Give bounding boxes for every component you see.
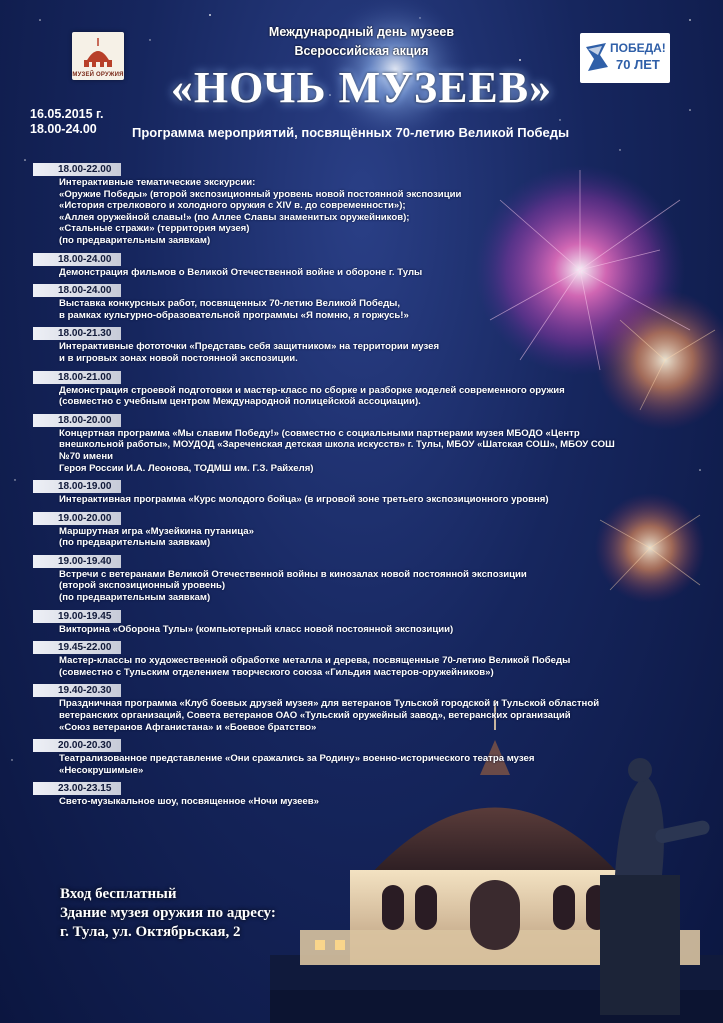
event-description-line: Героя России И.А. Леонова, ТОДМШ им. Г.З. Райхеля) (59, 462, 314, 474)
page-title: «НОЧЬ МУЗЕЕВ» (170, 63, 553, 112)
program-list (33, 163, 663, 814)
event-description-line: (второй экспозиционный уровень) (59, 580, 226, 592)
program-subtitle: Программа мероприятий, посвящённых 70-летию Великой Победы (132, 125, 570, 140)
header-line2: Всероссийская акция (294, 44, 429, 58)
event-description (33, 698, 663, 733)
event-description-line: ветеранских организаций, Совета ветеранов ОАО «Тульский оружейный завод», ветеранских организаций (59, 710, 571, 722)
event-description (33, 624, 663, 636)
address: г. Тула, ул. Октябрьская, 2 (60, 924, 241, 940)
event-description-line: (совместно с учебным центром Международной полицейской ассоциации). (59, 396, 421, 408)
event-description-line: «Несокрушимые» (59, 764, 144, 776)
event-description-line: (совместно с Тульским отделением творческого союза «Гильдия мастеров-оружейников») (59, 666, 494, 678)
event-description-line: Демонстрация строевой подготовки и мастер-класс по сборке и разборке моделей современного оружия (59, 384, 565, 396)
event-date: 16.05.2015 г. (30, 107, 104, 121)
event-description-line: Интерактивная программа «Курс молодого бойца» (в игровой зоне третьего экспозиционного уровня) (59, 494, 549, 506)
time-badge: 18.00-21.00 (33, 371, 121, 384)
event-description-line: Праздничная программа «Клуб боевых друзей музея» для ветеранов Тульской городской и Тульской областной (59, 698, 600, 710)
program-item (33, 782, 663, 808)
event-description-line: «Стальные стражи» (территория музея) (59, 223, 250, 235)
event-description (33, 267, 663, 279)
event-description-line: Мастер-классы по художественной обработке металла и дерева, посвященные 70-летию Великой Победы (59, 655, 571, 667)
event-description-line: Демонстрация фильмов о Великой Отечественной войне и обороне г. Тулы (59, 266, 423, 278)
museum-logo-caption: МУЗЕЙ ОРУЖИЯ (72, 72, 124, 78)
program-item (33, 610, 663, 636)
victory-logo-line2: 70 ЛЕТ (616, 57, 660, 72)
program-item (33, 641, 663, 678)
event-description-line: Концертная программа «Мы славим Победу!» (совместно с социальными партнерами музея МБОДО «Центр (59, 427, 580, 439)
program-item (33, 163, 663, 247)
event-description (33, 494, 663, 506)
event-description-line: в рамках культурно-образовательной программы «Я помню, я горжусь!» (59, 309, 409, 321)
event-description-line: Маршрутная игра «Музейкина путаница» (59, 525, 254, 537)
event-description-line: «Аллея оружейной славы!» (по Аллее Славы знаменитых оружейников); (59, 211, 410, 223)
event-description-line: и в игровых зонах новой постоянной экспозиции. (59, 352, 298, 364)
victory-logo-line1: ПОБЕДА! (610, 41, 666, 55)
event-description-line: «История стрелкового и холодного оружия с XIV в. до современности»); (59, 200, 406, 212)
time-badge: 19.40-20.30 (33, 684, 121, 697)
time-badge: 18.00-22.00 (33, 163, 121, 176)
event-description (33, 655, 663, 678)
event-description-line: Викторина «Оборона Тулы» (компьютерный класс новой постоянной экспозиции) (59, 623, 454, 635)
event-description-line: Выставка конкурсных работ, посвященных 70-летию Великой Победы, (59, 298, 401, 310)
event-description-line: Интерактивные тематические экскурсии: (59, 177, 256, 188)
time-badge: 19.00-19.45 (33, 610, 121, 623)
time-badge: 20.00-20.30 (33, 739, 121, 752)
event-hours: 18.00-24.00 (30, 122, 97, 136)
event-description-line: Свето-музыкальное шоу, посвященное «Ночи музеев» (59, 796, 319, 808)
program-item (33, 327, 663, 364)
program-item (33, 253, 663, 279)
program-item (33, 555, 663, 604)
footer-info (60, 885, 276, 942)
address-label: Здание музея оружия по адресу: (60, 905, 276, 921)
event-description-line: Театрализованное представление «Они сражались за Родину» военно-исторического театра музея (59, 753, 535, 765)
program-item (33, 684, 663, 733)
time-badge: 19.00-19.40 (33, 555, 121, 568)
event-description (33, 341, 663, 364)
event-description-line: (по предварительным заявкам) (59, 537, 211, 549)
program-item (33, 284, 663, 321)
event-description (33, 298, 663, 321)
event-description (33, 796, 663, 808)
time-badge: 19.45-22.00 (33, 641, 121, 654)
program-item (33, 512, 663, 549)
event-description-line: (по предварительным заявкам) (59, 592, 211, 604)
time-badge: 18.00-19.00 (33, 480, 121, 493)
event-description (33, 428, 663, 474)
free-entry: Вход бесплатный (60, 886, 177, 902)
header-line1: Международный день музеев (268, 25, 455, 39)
date-block (30, 107, 103, 137)
program-item (33, 414, 663, 474)
event-description-line: «Оружие Победы» (второй экспозиционный уровень новой постоянной экспозиции (59, 188, 462, 200)
event-description-line: №70 имени (59, 450, 114, 462)
event-description-line: (по предварительным заявкам) (59, 234, 211, 246)
program-item (33, 739, 663, 776)
event-description (33, 385, 663, 408)
event-description (33, 753, 663, 776)
program-item (33, 480, 663, 506)
program-item (33, 371, 663, 408)
event-description-line: внешкольной работы», МОУДОД «Зареченская детская школа искусств» г. Тулы, МБОУ «Шатская СОШ», МБОУ СОШ (59, 439, 615, 451)
event-description (33, 569, 663, 604)
event-description-line: Интерактивные фототочки «Представь себя защитником» на территории музея (59, 341, 440, 353)
time-badge: 18.00-20.00 (33, 414, 121, 427)
event-description-line: «Союз ветеранов Афганистана» и «Боевое братство» (59, 721, 317, 733)
time-badge: 23.00-23.15 (33, 782, 121, 795)
event-description-line: Встречи с ветеранами Великой Отечественной войны в кинозалах новой постоянной экспозиции (59, 568, 527, 580)
event-description (33, 177, 663, 247)
time-badge: 18.00-24.00 (33, 284, 121, 297)
time-badge: 19.00-20.00 (33, 512, 121, 525)
time-badge: 18.00-21.30 (33, 327, 121, 340)
event-description (33, 526, 663, 549)
time-badge: 18.00-24.00 (33, 253, 121, 266)
